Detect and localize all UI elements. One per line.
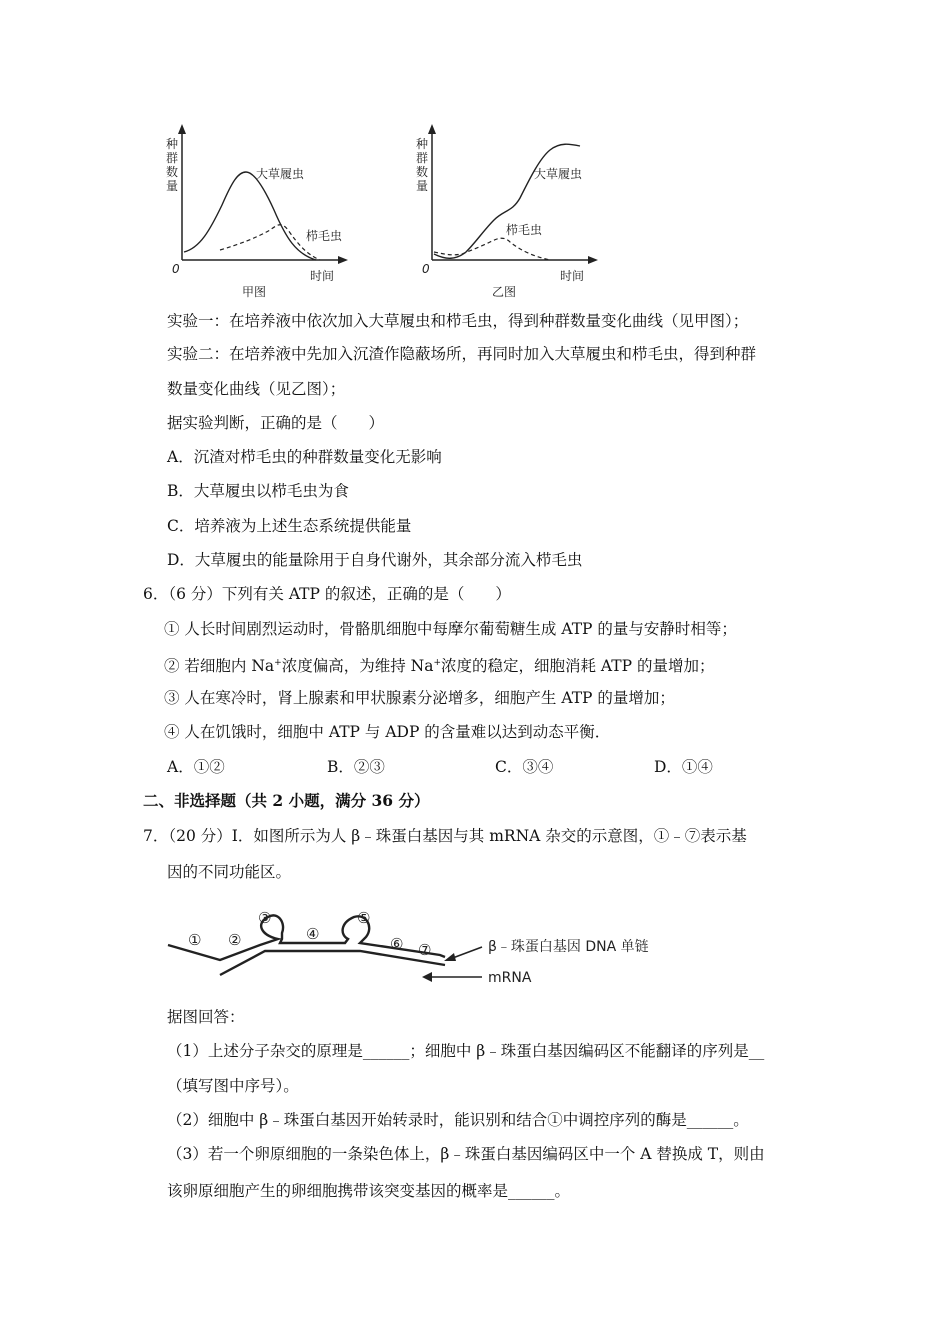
q7-stem-line-2: 因的不同功能区。 xyxy=(167,863,292,881)
q5-experiment-2-line-2: 数量变化曲线（见乙图）； xyxy=(167,380,346,398)
graph-a-xlabel: 时间 xyxy=(310,269,335,283)
graph-a-series-solid-label: 大草履虫 xyxy=(256,167,305,181)
q7-part-2: （2）细胞中 β﹣珠蛋白基因开始转录时，能识别和结合①中调控序列的酶是______。 xyxy=(167,1111,749,1129)
graph-a-x-arrow xyxy=(338,256,348,264)
q6-statement-3: ③ 人在寒冷时，肾上腺素和甲状腺素分泌增多，细胞产生 ATP 的量增加； xyxy=(164,689,675,707)
q5-option-b: B．大草履虫以栉毛虫为食 xyxy=(167,482,349,500)
mrna-strand xyxy=(220,951,445,975)
graph-b-y-arrow xyxy=(428,124,436,134)
graph-b-series-dashed-label: 栉毛虫 xyxy=(506,223,543,237)
q5-option-c: C．培养液为上述生态系统提供能量 xyxy=(167,517,412,535)
section-2-heading: 二、非选择题（共 2 小题，满分 36 分） xyxy=(143,791,430,810)
graph-b-series-solid xyxy=(434,144,583,258)
graph-a-ylabel-4: 量 xyxy=(166,179,179,193)
q6-statement-2 xyxy=(164,653,714,676)
region-4: ④ xyxy=(306,925,320,943)
q5-stem: 据实验判断，正确的是（ ） xyxy=(167,414,385,432)
graph-a-origin: 0 xyxy=(172,262,180,276)
q6-option-a: A．①② xyxy=(167,758,225,776)
q7-prompt: 据图回答： xyxy=(167,1008,245,1026)
q5-option-a: A．沉渣对栉毛虫的种群数量变化无影响 xyxy=(167,448,442,466)
graph-a-series-dashed-label: 栉毛虫 xyxy=(306,229,343,243)
graph-b-caption: 乙图 xyxy=(492,285,517,299)
q6-s2-sup-2: + xyxy=(433,658,441,668)
q7-part-3-line-2: 该卵原细胞产生的卵细胞携带该突变基因的概率是______。 xyxy=(167,1182,571,1200)
q5-experiment-1: 实验一：在培养液中依次加入大草履虫和栉毛虫，得到种群数量变化曲线（见甲图）； xyxy=(167,312,749,330)
q6-s2-pre: ② 若细胞内 Na xyxy=(164,657,275,676)
q7-part-1-line-2: （填写图中序号）。 xyxy=(167,1077,299,1095)
region-6: ⑥ xyxy=(390,935,404,953)
graph-a-y-arrow xyxy=(178,124,186,134)
graph-a xyxy=(160,120,360,300)
q6-stem: 6．（6 分）下列有关 ATP 的叙述，正确的是（ ） xyxy=(143,585,511,603)
q6-s2-post: 浓度的稳定，细胞消耗 ATP 的量增加； xyxy=(441,657,715,676)
region-5: ⑤ xyxy=(357,909,371,927)
q6-statement-1: ① 人长时间剧烈运动时，骨骼肌细胞中每摩尔葡萄糖生成 ATP 的量与安静时相等； xyxy=(164,620,737,638)
mrna-label: mRNA xyxy=(488,970,532,986)
q6-option-c: C．③④ xyxy=(495,758,554,776)
graph-a-ylabel-1: 种 xyxy=(166,137,179,151)
q6-s2-mid: 浓度偏高，为维持 Na xyxy=(281,657,434,676)
mrna-arrow-head xyxy=(422,972,432,982)
region-2: ② xyxy=(228,931,242,949)
q6-s2-sup-1: + xyxy=(274,658,282,668)
region-3: ③ xyxy=(258,909,272,927)
q6-option-d: D．①④ xyxy=(654,758,713,776)
graph-b-origin: 0 xyxy=(422,262,430,276)
q7-hybridization-diagram xyxy=(160,905,680,995)
graph-a-ylabel-2: 群 xyxy=(166,151,179,165)
graph-b xyxy=(410,120,610,300)
graph-b-series-solid-label: 大草履虫 xyxy=(534,167,583,181)
graph-b-ylabel-2: 群 xyxy=(416,151,429,165)
graph-b-ylabel-4: 量 xyxy=(416,179,429,193)
dna-label: β﹣珠蛋白基因 DNA 单链 xyxy=(488,939,649,955)
q5-option-d: D．大草履虫的能量除用于自身代谢外，其余部分流入栉毛虫 xyxy=(167,551,583,569)
dna-arrow-head xyxy=(444,953,456,961)
graph-b-ylabel-1: 种 xyxy=(416,137,429,151)
graph-b-x-arrow xyxy=(588,256,598,264)
q7-part-1-line-1: （1）上述分子杂交的原理是______；细胞中 β﹣珠蛋白基因编码区不能翻译的序列是__ xyxy=(167,1042,765,1060)
q6-option-b: B．②③ xyxy=(327,758,385,776)
graph-b-ylabel-3: 数 xyxy=(416,165,429,179)
graph-a-series-solid xyxy=(184,172,316,260)
region-7: ⑦ xyxy=(418,941,432,959)
graph-b-xlabel: 时间 xyxy=(560,269,585,283)
region-1: ① xyxy=(188,931,202,949)
q7-stem-line-1: 7．（20 分）Ⅰ．如图所示为人 β﹣珠蛋白基因与其 mRNA 杂交的示意图，①﹣⑦表示基 xyxy=(143,827,747,845)
q7-part-3-line-1: （3）若一个卵原细胞的一条染色体上，β﹣珠蛋白基因编码区中一个 A 替换成 T，则由 xyxy=(167,1145,765,1163)
graph-a-ylabel-3: 数 xyxy=(166,165,179,179)
q6-statement-4: ④ 人在饥饿时，细胞中 ATP 与 ADP 的含量难以达到动态平衡． xyxy=(164,723,611,741)
q5-experiment-2-line-1: 实验二：在培养液中先加入沉渣作隐蔽场所，再同时加入大草履虫和栉毛虫，得到种群 xyxy=(167,345,757,363)
graph-a-caption: 甲图 xyxy=(242,285,267,299)
graph-b-series-dashed xyxy=(434,238,550,260)
